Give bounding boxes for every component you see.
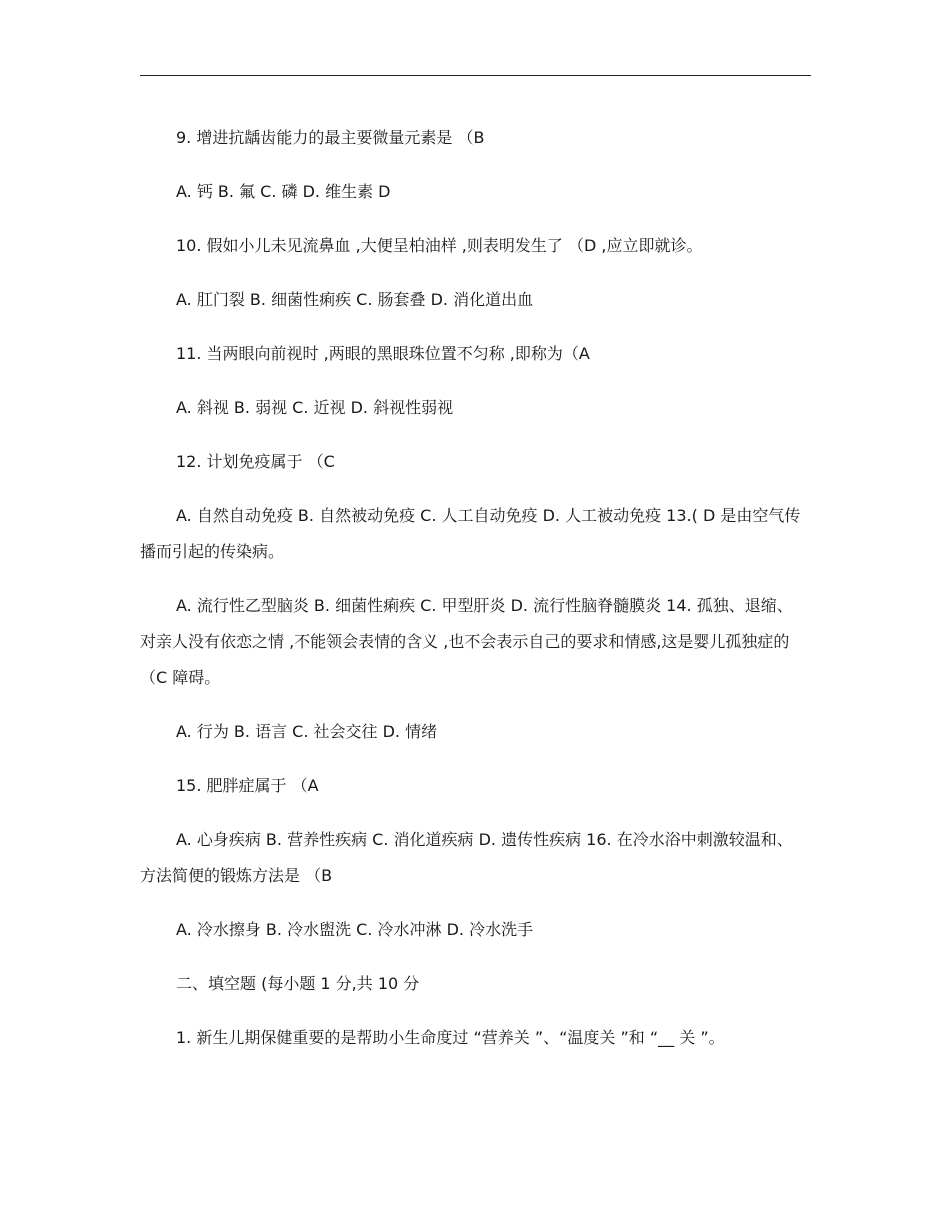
question-9: 9. 增进抗龋齿能力的最主要微量元素是 （B — [176, 128, 485, 147]
question-10: 10. 假如小儿未见流鼻血 ,大便呈柏油样 ,则表明发生了 （D ,应立即就诊。 — [176, 236, 703, 255]
header-rule — [140, 75, 811, 76]
question-13-options-and-14: A. 流行性乙型脑炎 B. 细菌性痢疾 C. 甲型肝炎 D. 流行性脑脊髓膜炎 14. 孤独、退缩、对亲人没有依恋之情 ,不能领会表情的含义 ,也不会表示自己的要求和情感,这是婴儿孤独症的 （C 障碍。 — [140, 596, 793, 687]
fill-in-question-1: 1. 新生儿期保健重要的是帮助小生命度过 “营养关 ”、“温度关 ”和 “__ 关 ”。 — [176, 1028, 725, 1047]
question-9-options: A. 钙 B. 氟 C. 磷 D. 维生素 D — [176, 182, 391, 201]
question-12-options-and-13: A. 自然自动免疫 B. 自然被动免疫 C. 人工自动免疫 D. 人工被动免疫 13.( D 是由空气传播而引起的传染病。 — [140, 506, 801, 561]
document-body — [140, 120, 805, 1074]
question-12: 12. 计划免疫属于 （C — [176, 452, 335, 471]
question-16-options: A. 冷水擦身 B. 冷水盥洗 C. 冷水冲淋 D. 冷水洗手 — [176, 920, 534, 939]
question-14-options: A. 行为 B. 语言 C. 社会交往 D. 情绪 — [176, 722, 438, 741]
question-10-options: A. 肛门裂 B. 细菌性痢疾 C. 肠套叠 D. 消化道出血 — [176, 290, 534, 309]
question-15: 15. 肥胖症属于 （A — [176, 776, 319, 795]
question-11-options: A. 斜视 B. 弱视 C. 近视 D. 斜视性弱视 — [176, 398, 454, 417]
section-heading-fill-in: 二、填空题 (每小题 1 分,共 10 分 — [176, 974, 420, 993]
question-15-options-and-16: A. 心身疾病 B. 营养性疾病 C. 消化道疾病 D. 遗传性疾病 16. 在冷水浴中刺激较温和、方法简便的锻炼方法是 （B — [140, 830, 793, 885]
question-11: 11. 当两眼向前视时 ,两眼的黑眼珠位置不匀称 ,即称为（A — [176, 344, 590, 363]
